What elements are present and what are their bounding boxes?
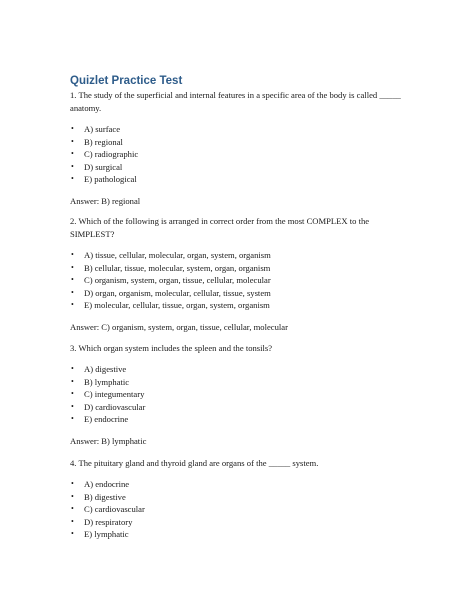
option-item xyxy=(70,478,415,491)
bullet-icon: • xyxy=(71,479,74,488)
option-item xyxy=(70,299,415,312)
option-item xyxy=(70,123,415,136)
option-item xyxy=(70,136,415,149)
option-label: B) regional xyxy=(84,136,123,147)
option-item xyxy=(70,262,415,275)
question-text: 1. The study of the superficial and internal features in a specific area of the body is called _____ anatomy. xyxy=(70,90,401,113)
option-item xyxy=(70,491,415,504)
option-label: B) digestive xyxy=(84,491,126,502)
option-item xyxy=(70,401,415,414)
answer-line xyxy=(70,435,415,448)
bullet-icon: • xyxy=(71,491,74,501)
option-item xyxy=(70,388,415,401)
options-list xyxy=(70,478,415,541)
bullet-icon: • xyxy=(71,124,74,133)
answer-value: B) lymphatic xyxy=(101,435,147,446)
question-text: 2. Which of the following is arranged in correct order from the most COMPLEX to the SIMPLEST? xyxy=(70,216,370,239)
option-label: B) cellular, tissue, molecular, system, organ, organism xyxy=(84,262,271,273)
bullet-icon: • xyxy=(71,275,74,284)
option-item xyxy=(70,503,415,516)
option-item xyxy=(70,173,415,186)
bullet-icon: • xyxy=(71,516,74,526)
option-label: C) radiographic xyxy=(84,149,139,159)
option-item xyxy=(70,528,415,541)
bullet-icon: • xyxy=(71,389,74,398)
option-label: D) organ, organism, molecular, cellular, tissue, system xyxy=(84,287,271,298)
option-label: E) molecular, cellular, tissue, organ, system, organism xyxy=(84,300,270,310)
question-block-1 xyxy=(70,89,415,208)
answer-label: Answer: xyxy=(70,195,100,206)
option-item xyxy=(70,363,415,376)
option-label: A) tissue, cellular, molecular, organ, system, organism xyxy=(84,250,271,260)
option-label: D) surgical xyxy=(84,161,123,172)
option-label: B) lymphatic xyxy=(84,376,130,387)
bullet-icon: • xyxy=(71,161,74,171)
bullet-icon: • xyxy=(71,250,74,259)
bullet-icon: • xyxy=(71,300,74,309)
question-block-2 xyxy=(70,215,415,334)
answer-value: C) organism, system, organ, tissue, cellular, molecular xyxy=(101,321,288,332)
option-label: C) integumentary xyxy=(84,389,145,399)
question-text: 4. The pituitary gland and thyroid gland are organs of the _____ system. xyxy=(70,458,319,468)
option-label: A) endocrine xyxy=(84,479,130,489)
bullet-icon: • xyxy=(71,136,74,146)
document-title: Quizlet Practice Test xyxy=(70,75,183,87)
option-item xyxy=(70,413,415,426)
option-item xyxy=(70,161,415,174)
option-item xyxy=(70,148,415,161)
option-item xyxy=(70,274,415,287)
option-item xyxy=(70,516,415,529)
option-label: A) digestive xyxy=(84,364,127,374)
option-label: E) lymphatic xyxy=(84,529,129,539)
option-label: D) respiratory xyxy=(84,516,133,527)
bullet-icon: • xyxy=(71,364,74,373)
options-list xyxy=(70,363,415,426)
option-item xyxy=(70,249,415,262)
bullet-icon: • xyxy=(71,504,74,513)
bullet-icon: • xyxy=(71,149,74,158)
option-label: D) cardiovascular xyxy=(84,401,146,412)
bullet-icon: • xyxy=(71,376,74,386)
option-item xyxy=(70,376,415,389)
bullet-icon: • xyxy=(71,529,74,538)
bullet-icon: • xyxy=(71,414,74,423)
answer-label: Answer: xyxy=(70,321,100,332)
bullet-icon: • xyxy=(71,174,74,183)
option-label: A) surface xyxy=(84,124,121,134)
answer-value: B) regional xyxy=(101,195,141,206)
answer-line xyxy=(70,195,415,208)
options-list xyxy=(70,123,415,186)
bullet-icon: • xyxy=(71,262,74,272)
options-list xyxy=(70,249,415,312)
question-block-3 xyxy=(70,342,415,448)
option-label: C) cardiovascular xyxy=(84,504,145,514)
bullet-icon: • xyxy=(71,401,74,411)
bullet-icon: • xyxy=(71,287,74,297)
option-label: E) pathological xyxy=(84,174,137,184)
question-text: 3. Which organ system includes the spleen and the tonsils? xyxy=(70,343,273,353)
option-item xyxy=(70,287,415,300)
answer-label: Answer: xyxy=(70,435,100,446)
option-label: C) organism, system, organ, tissue, cellular, molecular xyxy=(84,275,271,285)
question-block-4 xyxy=(70,457,415,550)
option-label: E) endocrine xyxy=(84,414,129,424)
answer-line xyxy=(70,321,415,334)
